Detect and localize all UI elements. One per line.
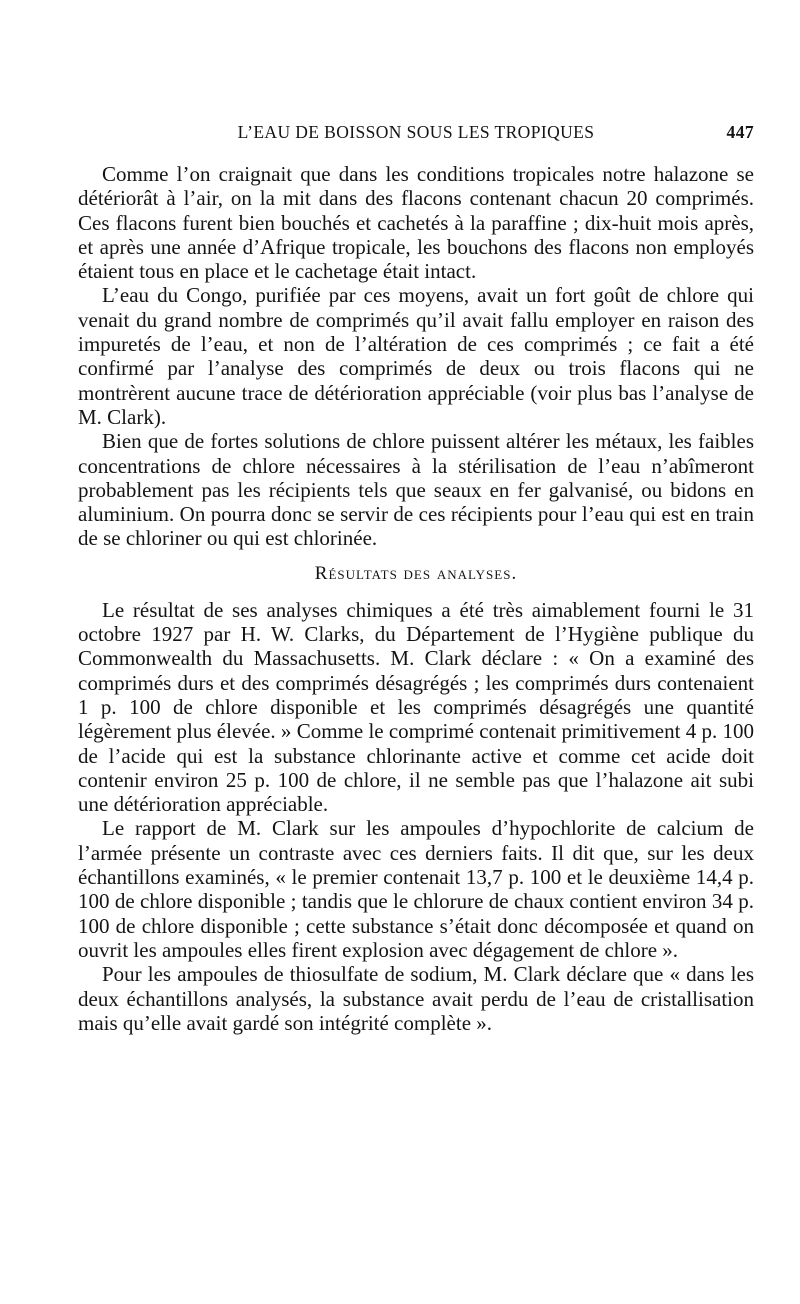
running-header — [78, 118, 754, 148]
paragraph-hypochlorite-ampoules: Le rapport de M. Clark sur les ampoules d’hypochlorite de calcium de l’armée présente un contraste avec ces derniers faits. Il dit que, sur les deux échantillons examinés, « le premier contenait 13,7 p. 100 et le deuxième 14,4 p. 100 de chlore disponible ; tandis que le chlorure de chaux contient environ 34 p. 100 de chlore disponible ; cette substance s’était donc décomposée et quand on ouvrit les ampoules elles firent explosion avec dégagement de chlore ». — [78, 816, 754, 962]
paragraph-halazone-storage: Comme l’on craignait que dans les conditions tropicales notre halazone se détériorât à l’air, on la mit dans des flacons contenant chacun 20 comprimés. Ces flacons furent bien bouchés et cachetés à la paraffine ; dix-huit mois après, et après une année d’Afrique tropicale, les bouchons des flacons non employés étaient tous en place et le cachetage était intact. — [78, 162, 754, 284]
page-number: 447 — [726, 122, 754, 142]
book-page — [78, 118, 754, 1035]
paragraph-containers: Bien que de fortes solutions de chlore puissent altérer les métaux, les faibles concentrations de chlore nécessaires à la stérilisation de l’eau n’abîmeront probablement pas les récipients tels que seaux en fer galvanisé, ou bidons en aluminium. On pourra donc se servir de ces récipients pour l’eau qui est en train de se chloriner ou qui est chlorinée. — [78, 429, 754, 551]
body-text — [78, 162, 754, 1035]
paragraph-congo-water: L’eau du Congo, purifiée par ces moyens, avait un fort goût de chlore qui venait du grand nombre de comprimés qu’il avait fallu employer en raison des impuretés de l’eau, et non de l’altération de ces comprimés ; ce fait a été confirmé par l’analyse des comprimés de deux ou trois flacons qui ne montrèrent aucune trace de détérioration appréciable (voir plus bas l’analyse de M. Clark). — [78, 283, 754, 429]
paragraph-analysis-results: Le résultat de ses analyses chimiques a été très aimablement fourni le 31 octobre 1927 par H. W. Clarks, du Département de l’Hygiène publique du Commonwealth du Massachusetts. M. Clark déclare : « On a examiné des comprimés durs et des comprimés désagrégés ; les comprimés durs contenaient 1 p. 100 de chlore disponible et les comprimés désagrégés une quantité légèrement plus élevée. » Comme le comprimé contenait primitivement 4 p. 100 de l’acide qui est la substance chlorinante active et comme cet acide doit contenir environ 25 p. 100 de chlore, il ne semble pas que l’halazone ait subi une détérioration appréciable. — [78, 597, 754, 817]
running-title: L’EAU DE BOISSON SOUS LES TROPIQUES — [237, 122, 595, 142]
paragraph-thiosulfate-ampoules: Pour les ampoules de thiosulfate de sodium, M. Clark déclare que « dans les deux échantillons analysés, la substance avait perdu de l’eau de cristallisation mais qu’elle avait gardé son intégrité complète ». — [78, 962, 754, 1035]
section-heading: Résultats des analyses. — [314, 562, 518, 584]
